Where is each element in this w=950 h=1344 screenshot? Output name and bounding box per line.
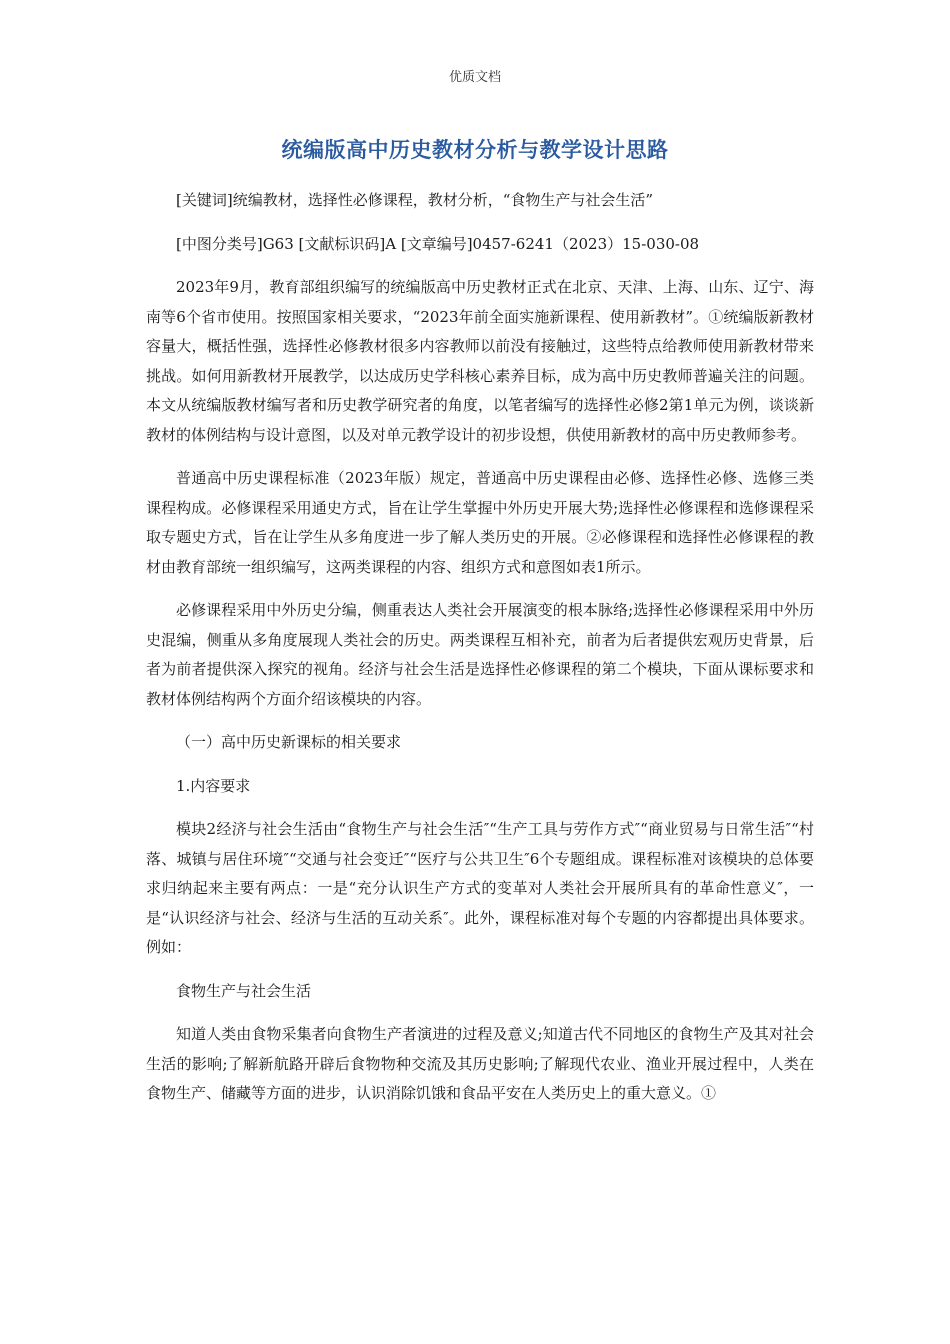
keywords-line: [关键词]统编教材，选择性必修课程，教材分析，“食物生产与社会生活” bbox=[176, 191, 654, 209]
section-heading: （一）高中历史新课标的相关要求 bbox=[176, 733, 402, 751]
page-header-label: 优质文档 bbox=[448, 70, 501, 85]
topic-heading: 食物生产与社会生活 bbox=[176, 981, 312, 1000]
paragraph-curriculum: 普通高中历史课程标准（2023年版）规定，普通高中历史课程由必修、选择性必修、选修三类课程构成。必修课程采用通史方式，旨在让学生掌握中外历史开展大势;选择性必修课程和选修课程采取专题史方式，旨在让学生从多角度进一步了解人类历史的开展。②必修课程和选择性必修课程的教材由教育部统一组织编写，这两类课程的内容、组织方式和意图如表1所示。 bbox=[146, 469, 814, 576]
paragraph-topic: 知道人类由食物采集者向食物生产者演进的过程及意义;知道古代不同地区的食物生产及其对社会生活的影响;了解新航路开辟后食物物种交流及其历史影响;了解现代农业、渔业开展过程中，人类在食物生产、储藏等方面的进步，认识消除饥饿和食品平安在人类历史上的重大意义。① bbox=[146, 1025, 814, 1102]
page-title: 统编版高中历史教材分析与教学设计思路 bbox=[281, 138, 669, 162]
paragraph-intro: 2023年9月，教育部组织编写的统编版高中历史教材正式在北京、天津、上海、山东、辽宁、海南等6个省市使用。按照国家相关要求，“2023年前全面实施新课程、使用新教材”。①统编版新教材容量大，概括性强，选择性必修教材很多内容教师以前没有接触过，这些特点给教师使用新教材带来挑战。如何用新教材开展教学，以达成历史学科核心素养目标，成为高中历史教师普遍关注的问题。本文从统编版教材编写者和历史教学研究者的角度，以笔者编写的选择性必修2第1单元为例，谈谈新教材的体例结构与设计意图，以及对单元教学设计的初步设想，供使用新教材的高中历史教师参考。 bbox=[146, 278, 814, 444]
subsection-heading: 1.内容要求 bbox=[176, 776, 251, 795]
paragraph-module: 模块2经济与社会生活由“食物生产与社会生活″“生产工具与劳作方式″“商业贸易与日常生活″“村落、城镇与居住环境″“交通与社会变迁″“医疗与公共卫生″6个专题组成。课程标准对该模块的总体要求归纳起来主要有两点：一是“充分认识生产方式的变革对人类社会开展所具有的革命性意义″，一是“认识经济与社会、经济与生活的互动关系″。此外，课程标准对每个专题的内容都提出具体要求。例如： bbox=[146, 820, 814, 956]
document-body bbox=[146, 186, 814, 1123]
classification-line: [中图分类号]G63 [文献标识码]A [文章编号]0457-6241（2023）15-030-08 bbox=[176, 234, 700, 253]
paragraph-courses: 必修课程采用中外历史分编，侧重表达人类社会开展演变的根本脉络;选择性必修课程采用中外历史混编，侧重从多角度展现人类社会的历史。两类课程互相补充，前者为后者提供宏观历史背景，后者为前者提供深入探究的视角。经济与社会生活是选择性必修课程的第二个模块，下面从课标要求和教材体例结构两个方面介绍该模块的内容。 bbox=[146, 601, 814, 708]
